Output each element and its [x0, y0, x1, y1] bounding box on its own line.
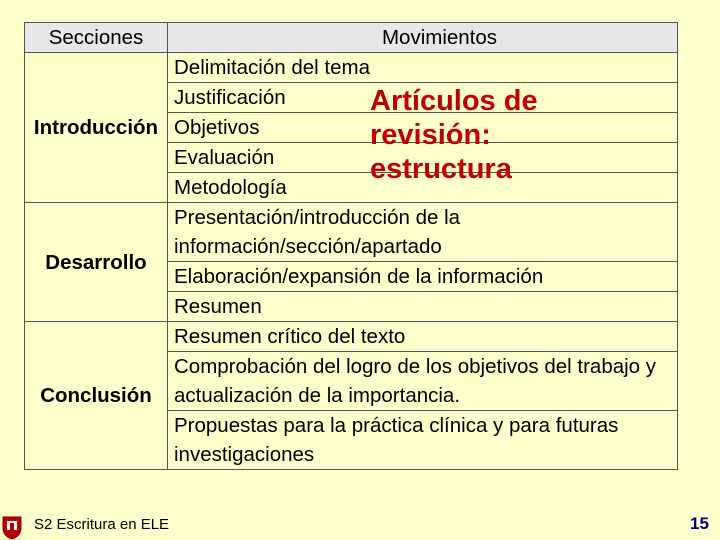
- move-cell: Delimitación del tema: [168, 53, 678, 83]
- move-cell: Presentación/introducción de la información/sección/apartado: [168, 203, 678, 262]
- move-cell: Elaboración/expansión de la información: [168, 262, 678, 292]
- move-cell: Resumen crítico del texto: [168, 322, 678, 352]
- table-row: [25, 322, 678, 352]
- course-name: S2 Escritura en ELE: [34, 516, 170, 533]
- move-cell: Objetivos: [168, 113, 678, 143]
- header-movimientos: Movimientos: [168, 23, 678, 53]
- move-cell: Resumen: [168, 292, 678, 322]
- table-row: [25, 53, 678, 83]
- header-secciones: Secciones: [25, 23, 168, 53]
- overlay-title-line: revisión:: [370, 119, 491, 151]
- move-cell: Evaluación: [168, 143, 678, 173]
- page-number: 15: [690, 514, 709, 533]
- university-shield-icon: [0, 514, 24, 540]
- move-cell: Metodología: [168, 173, 678, 203]
- move-cell: Justificación: [168, 83, 678, 113]
- structure-table: [24, 22, 678, 470]
- section-introduccion: Introducción: [25, 53, 168, 203]
- section-desarrollo: Desarrollo: [25, 203, 168, 322]
- section-conclusion: Conclusión: [25, 322, 168, 470]
- move-cell: Propuestas para la práctica clínica y para futuras investigaciones: [168, 411, 678, 470]
- table-header-row: [25, 23, 678, 53]
- overlay-title-line: Artículos de: [370, 85, 538, 117]
- table-row: [25, 203, 678, 262]
- move-cell: Comprobación del logro de los objetivos del trabajo y actualización de la importancia.: [168, 352, 678, 411]
- overlay-title-line: estructura: [370, 153, 512, 185]
- overlay-title: [370, 84, 538, 186]
